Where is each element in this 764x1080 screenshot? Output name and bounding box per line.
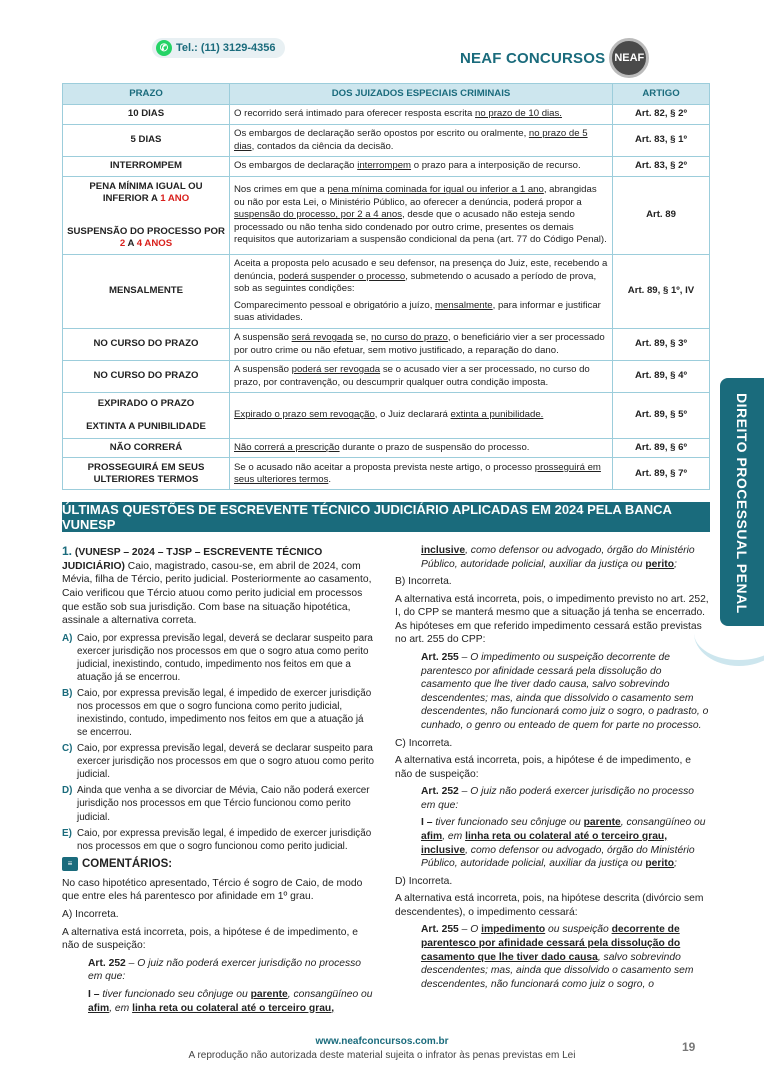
desc-cell: Expirado o prazo sem revogação, o Juiz declarará extinta a punibilidade.: [230, 393, 613, 439]
prazo-cell: MENSALMENTE: [63, 255, 230, 329]
answer-c-text: A alternativa está incorreta, pois, a hipótese é de impedimento, e não de suspeição:: [395, 755, 691, 780]
art-cell: Art. 89, § 5º: [613, 393, 710, 439]
deadlines-table: [62, 83, 710, 490]
answer-b-text: A alternativa está incorreta, pois, o impedimento previsto no art. 252, I, do CPP se manterá mesmo que a situação já tenha se encerrado. As hipóteses em que referido impedimento cessará estão previstas no art. 255 do CPP:: [395, 593, 709, 646]
prazo-cell: PROSSEGUIRÁ EM SEUS ULTERIORES TERMOS: [63, 458, 230, 490]
brand: [460, 38, 649, 78]
art-255-quote-2: Art. 255 – O impedimento ou suspeição decorrente de parentesco por afinidade cessará pela dissolução do casamento que lhe tiver dado causa, salvo sobrevindo descendentes; mas, ainda que dissolvido o casamento sem descendentes, não funcionará como juiz o sogro, o: [421, 924, 694, 990]
table-row: [63, 439, 710, 458]
table-row: [63, 255, 710, 329]
table-row: [63, 458, 710, 490]
table-header: [63, 84, 710, 105]
option-d: D) Ainda que venha a se divorciar de Mévia, Caio não poderá exercer jurisdição nos processos em que Tércio funcionou como perito judicial.: [62, 785, 370, 823]
answer-b-label: B) Incorreta.: [395, 576, 452, 588]
art-cell: Art. 89, § 3º: [613, 329, 710, 361]
art-cell: Art. 83, § 2º: [613, 157, 710, 177]
art-cell: Art. 83, § 1º: [613, 125, 710, 157]
table-row: [63, 157, 710, 177]
answer-a-text: A alternativa está incorreta, pois, a hipótese é de impedimento, e não de suspeição:: [62, 926, 358, 952]
desc-cell: Aceita a proposta pelo acusado e seu defensor, na presença do Juiz, este, recebendo a denúncia, poderá suspender o processo, submetendo o acusado a período de prova, sob as seguintes condições: Comparecimento pessoal e obrigatório a juízo, mensalmente, para informar e justificar suas atividades.: [230, 255, 613, 329]
answer-a-label: A) Incorreta.: [62, 909, 119, 921]
footer-url[interactable]: www.neafconcursos.com.br: [315, 1036, 449, 1047]
desc-cell: Se o acusado não aceitar a proposta prevista neste artigo, o processo prosseguirá em seus ulteriores termos.: [230, 458, 613, 490]
footer-note: A reprodução não autorizada deste material sujeita o infrator às penas previstas em Lei: [188, 1050, 576, 1061]
desc-cell: Nos crimes em que a pena mínima cominada for igual ou inferior a 1 ano, abrangidas ou não por esta Lei, o Ministério Público, ao oferecer a denúncia, poderá propor a suspensão do processo, por 2 a 4 anos, desde que o acusado não esteja sendo processado ou não tenha sido condenado por outro crime, presentes os demais requisitos que autorizariam a suspensão condicional da pena (art. 77 do Código Penal).: [230, 177, 613, 255]
col-artigo: ARTIGO: [613, 84, 710, 105]
art-cell: Art. 89, § 7º: [613, 458, 710, 490]
phone-badge: [152, 38, 285, 58]
table-row: [63, 329, 710, 361]
desc-cell: A suspensão será revogada se, no curso do prazo, o beneficiário vier a ser processado por outro crime ou não efetuar, sem motivo justificado, a reparação do dano.: [230, 329, 613, 361]
brand-name: NEAF CONCURSOS: [460, 49, 606, 67]
prazo-cell: NO CURSO DO PRAZO: [63, 361, 230, 393]
art-252-inciso: I – tiver funcionado seu cônjuge ou parente, consangüíneo ou afim, em linha reta ou colateral até o terceiro grau,: [88, 988, 373, 1014]
right-column: [395, 544, 710, 995]
option-e: E) Caio, por expressa previsão legal, é impedido de exercer jurisdição nos processos em que o sogro funcionou como perito judicial.: [62, 827, 372, 852]
col-prazo: PRAZO: [63, 84, 230, 105]
art-cell: Art. 89, § 1º, IV: [613, 255, 710, 329]
desc-cell: O recorrido será intimado para oferecer resposta escrita no prazo de 10 dias.: [230, 105, 613, 125]
prazo-cell: NÃO CORRERÁ: [63, 439, 230, 458]
comment-icon: ≡: [62, 857, 78, 871]
comments-heading: ≡ COMENTÁRIOS:: [62, 857, 376, 872]
table-row: [63, 393, 710, 439]
side-tab-label: DIREITO PROCESSUAL PENAL: [734, 392, 750, 614]
art-252-inciso-cont: inclusive, como defensor ou advogado, órgão do Ministério Público, autoridade policial, auxiliar da justiça ou perito;: [421, 545, 695, 570]
answer-d-label: D) Incorreta.: [395, 875, 453, 887]
whatsapp-icon: ✆: [156, 40, 172, 56]
prazo-cell: NO CURSO DO PRAZO: [63, 329, 230, 361]
art-cell: Art. 89: [613, 177, 710, 255]
left-column: [62, 544, 376, 1015]
question-stem: 1. (VUNESP – 2024 – TJSP – ESCREVENTE TÉCNICO JUDICIÁRIO) Caio, magistrado, casou-se, em abril de 2024, com Mévia, filha de Tércio, perito judicial. Posteriormente ao casamento, Caio verificou que Tércio atuou como perito judicial em processos que estão sob sua jurisdição. Com base na situação hipotética, assinale a alternativa correta.: [62, 544, 372, 627]
answer-c-label: C) Incorreta.: [395, 737, 453, 749]
desc-cell: Os embargos de declaração interrompem o prazo para a interposição de recurso.: [230, 157, 613, 177]
question-number: 1.: [62, 544, 73, 558]
desc-cell: A suspensão poderá ser revogada se o acusado vier a ser processado, no curso do prazo, por contravenção, ou descumprir qualquer outra condição imposta.: [230, 361, 613, 393]
col-juizados: DOS JUIZADOS ESPECIAIS CRIMINAIS: [230, 84, 613, 105]
section-banner: ÚLTIMAS QUESTÕES DE ESCREVENTE TÉCNICO JUDICIÁRIO APLICADAS EM 2024 PELA BANCA VUNESP: [62, 502, 710, 532]
desc-cell: Os embargos de declaração serão opostos por escrito ou oralmente, no prazo de 5 dias, contados da ciência da decisão.: [230, 125, 613, 157]
art-cell: Art. 82, § 2º: [613, 105, 710, 125]
comments-intro: No caso hipotético apresentado, Tércio é sogro de Caio, de modo que entre eles há parentesco por afinidade em 1º grau.: [62, 877, 363, 903]
phone-number: Tel.: (11) 3129-4356: [176, 42, 276, 54]
table-row: [63, 177, 710, 255]
prazo-cell: 5 DIAS: [63, 125, 230, 157]
option-a: A) Caio, por expressa previsão legal, deverá se declarar suspeito para exercer jurisdição nos processos em que o sogro atua como perito judicial, inexistindo, contudo, impedimento nos feitos em que a atuação já se encerrou.: [62, 632, 373, 683]
art-255-quote: Art. 255 – O impedimento ou suspeição decorrente de parentesco por afinidade cessará pela dissolução do casamento que lhe tiver dado causa, salvo sobrevindo descendentes; mas, ainda que dissolvido o casamento sem descendentes, não funcionará como juiz o sogro, o padrasto, o cunhado, o genro ou enteado de quem for parte no processo.: [421, 652, 709, 731]
art-cell: Art. 89, § 4º: [613, 361, 710, 393]
table-row: [63, 361, 710, 393]
question-source: (VUNESP – 2024 – TJSP – ESCREVENTE TÉCNICO JUDICIÁRIO): [62, 547, 323, 572]
option-c: C) Caio, por expressa previsão legal, deverá se declarar suspeito para exercer jurisdição nos processos em que o sogro atuou como perito judicial.: [62, 743, 374, 781]
desc-cell: Não correrá a prescrição durante o prazo de suspensão do processo.: [230, 439, 613, 458]
answer-d-text: A alternativa está incorreta, pois, na hipótese descrita (divórcio sem descendentes), o impedimento cessará:: [395, 893, 704, 918]
prazo-cell: PENA MÍNIMA IGUAL OU INFERIOR A 1 ANO SUSPENSÃO DO PROCESSO POR 2 A 4 ANOS: [63, 177, 230, 255]
art-252-quote: Art. 252 – O juiz não poderá exercer jurisdição no processo em que:: [88, 957, 362, 983]
table-row: [63, 125, 710, 157]
art-252-quote-2: Art. 252 – O juiz não poderá exercer jurisdição no processo em que:: [421, 786, 695, 811]
prazo-cell: 10 DIAS: [63, 105, 230, 125]
art-252-inciso-2: I – tiver funcionado seu cônjuge ou parente, consangüíneo ou afim, em linha reta ou colateral até o terceiro grau, inclusive, como defensor ou advogado, órgão do Ministério Público, autoridade policial, auxiliar da justiça ou perito;: [421, 817, 706, 870]
page-number: 19: [682, 1040, 696, 1054]
option-b: B) Caio, por expressa previsão legal, é impedido de exercer jurisdição nos processos em que o sogro funciona como perito judicial, inexistindo, contudo, impedimento nos feitos em que a atuação já se encerrou.: [62, 687, 372, 739]
prazo-cell: EXPIRADO O PRAZO EXTINTA A PUNIBILIDADE: [63, 393, 230, 439]
brand-logo: NEAF: [609, 38, 649, 78]
table-row: [63, 105, 710, 125]
prazo-cell: INTERROMPEM: [63, 157, 230, 177]
art-cell: Art. 89, § 6º: [613, 439, 710, 458]
